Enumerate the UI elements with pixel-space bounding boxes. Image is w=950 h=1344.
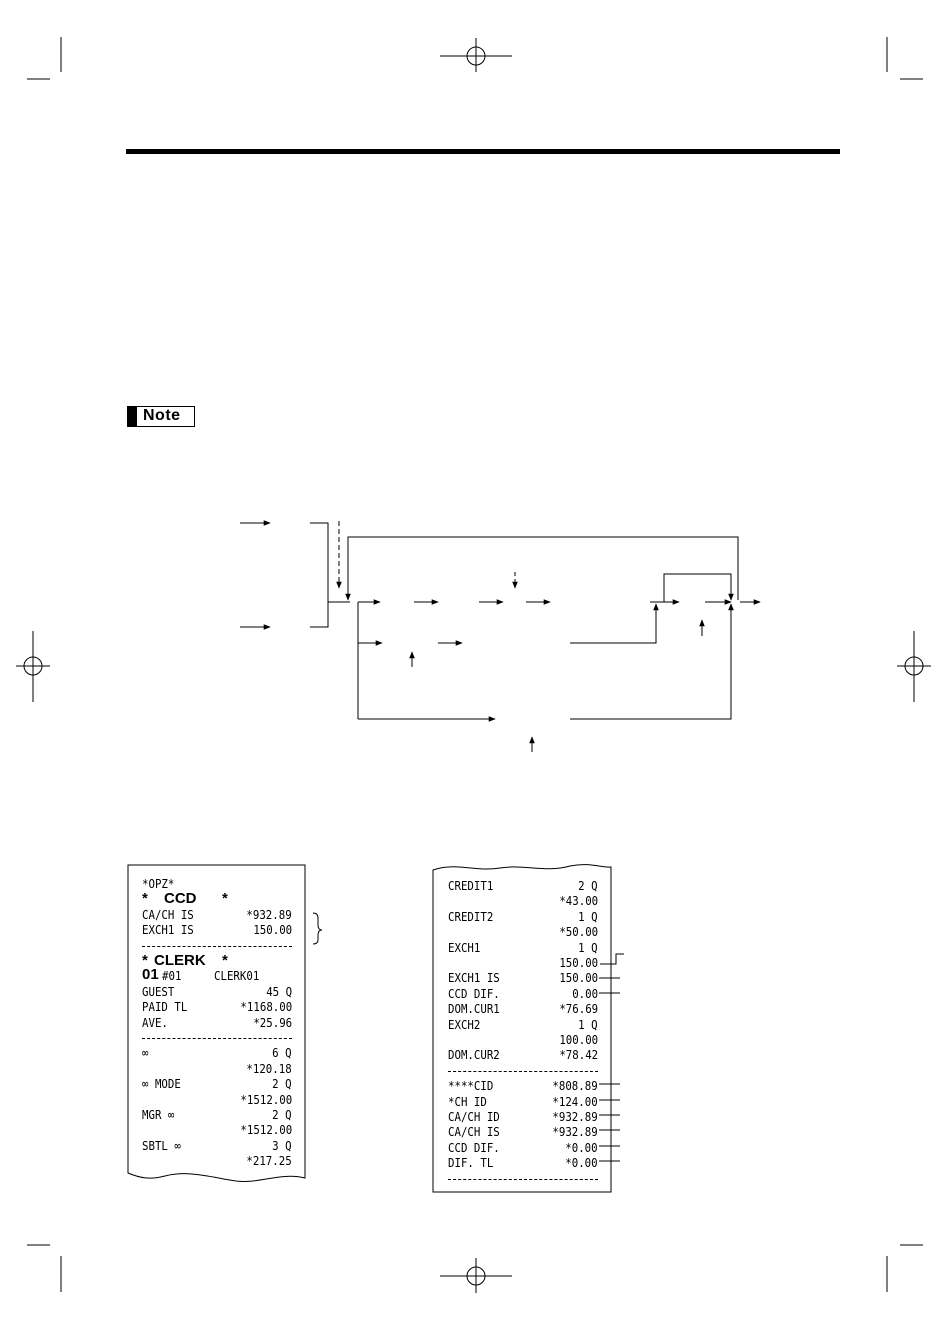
receipt-line-value: 1 Q <box>578 939 598 955</box>
note-bar-icon <box>128 407 137 426</box>
receipt-line-label: ∞ <box>142 1045 149 1061</box>
receipt-line-value: *1512.00 <box>240 1091 292 1107</box>
receipt-line-value: *25.96 <box>253 1014 292 1030</box>
receipt-line-label: * <box>142 890 148 908</box>
receipt-line-label: AVE. <box>142 1014 168 1030</box>
receipt-line-value: 1 Q <box>578 1016 598 1032</box>
receipt-line-label: CCD DIF. <box>448 985 500 1001</box>
receipt-line-label: *CH ID <box>448 1093 487 1109</box>
receipt-line-value: *43.00 <box>559 893 598 909</box>
receipt-line-label: CA/CH ID <box>448 1109 500 1124</box>
receipt-line-value: *1168.00 <box>240 999 292 1015</box>
registration-target-bottom <box>440 1258 512 1293</box>
receipt-line-label: DOM.CUR2 <box>448 1047 500 1063</box>
receipt-line-label: EXCH1 IS <box>448 970 500 986</box>
receipt-line-label: CA/CH IS <box>448 1124 500 1140</box>
receipt-line-label: EXCH1 <box>448 939 481 955</box>
receipt-line-label: SBTL ∞ <box>142 1137 181 1153</box>
receipt-clerk-number: 01 <box>142 966 159 984</box>
receipt-line-value: 150.00 <box>559 970 598 986</box>
receipt-line-value: 2 Q <box>272 1107 292 1122</box>
header-rule <box>126 149 840 154</box>
receipt-line-label: CREDIT2 <box>448 908 494 924</box>
receipt-line-label: ∞ MODE <box>142 1076 181 1092</box>
receipt-line-label: GUEST <box>142 983 175 999</box>
receipt-line-value: 3 Q <box>272 1137 292 1153</box>
receipt-line-value: *932.89 <box>246 906 292 922</box>
receipt-line-value: *50.00 <box>559 924 598 940</box>
receipt-line-value: *932.89 <box>552 1109 598 1124</box>
registration-target-top <box>440 38 512 72</box>
receipt-left <box>142 876 292 1171</box>
receipt-separator <box>142 946 292 947</box>
flow-diagram <box>240 521 760 752</box>
receipt-line-value: *76.69 <box>559 1001 598 1017</box>
receipt-line-value: * <box>222 952 228 969</box>
receipt-line-label: CREDIT1 <box>448 878 494 893</box>
receipt-line-value: *932.89 <box>552 1124 598 1140</box>
receipt-line-value: 2 Q <box>578 878 598 893</box>
receipt-line-label: PAID TL <box>142 999 188 1015</box>
receipt-separator <box>448 1179 598 1180</box>
receipt-line-value: 2 Q <box>272 1076 292 1092</box>
receipt-line-label: EXCH1 IS <box>142 922 194 938</box>
receipt-line-value: 100.00 <box>559 1032 598 1047</box>
registration-target-left <box>16 631 50 702</box>
receipt-line-label: DIF. TL <box>448 1155 494 1171</box>
receipt-line-title: CLERK <box>154 952 206 969</box>
receipt-line-label: DOM.CUR1 <box>448 1001 500 1017</box>
receipt-line-value: *124.00 <box>552 1093 598 1109</box>
receipt-separator <box>448 1071 598 1072</box>
receipt-line-value: *808.89 <box>552 1078 598 1094</box>
receipt-clerk-code: #01 <box>162 968 182 984</box>
receipt-right <box>448 878 598 1188</box>
receipt-line-value: *217.25 <box>246 1153 292 1169</box>
receipt-line-label: ****CID <box>448 1078 494 1094</box>
receipt-line-value: *0.00 <box>565 1139 598 1155</box>
receipt-line-value: 0.00 <box>572 985 598 1001</box>
note-text: Note <box>143 407 181 424</box>
receipt-line-value: 6 Q <box>272 1045 292 1061</box>
receipt-line-value: * <box>222 890 228 908</box>
receipt-line-label: MGR ∞ <box>142 1107 175 1122</box>
receipt-line-label: *OPZ* <box>142 876 175 891</box>
receipt-line-label: * <box>142 952 148 969</box>
receipt-line-value: *0.00 <box>565 1155 598 1171</box>
receipt-line-label: EXCH2 <box>448 1016 481 1032</box>
receipt-line-value: 150.00 <box>559 955 598 970</box>
receipt-line-label: CCD DIF. <box>448 1139 500 1155</box>
receipt-line-title: CCD <box>164 890 197 908</box>
receipt-clerk-name: CLERK01 <box>214 968 260 984</box>
brace-icon <box>313 913 322 944</box>
receipt-line-value: *78.42 <box>559 1047 598 1063</box>
receipt-line-value: 150.00 <box>253 922 292 938</box>
receipt-line-value: *1512.00 <box>240 1122 292 1138</box>
receipt-separator <box>142 1038 292 1039</box>
note-label <box>127 406 195 427</box>
receipt-line-label: CA/CH IS <box>142 906 194 922</box>
registration-target-right <box>897 631 931 702</box>
receipt-line-value: 1 Q <box>578 908 598 924</box>
receipt-line-value: 45 Q <box>266 983 292 999</box>
receipt-line-value: *120.18 <box>246 1060 292 1076</box>
